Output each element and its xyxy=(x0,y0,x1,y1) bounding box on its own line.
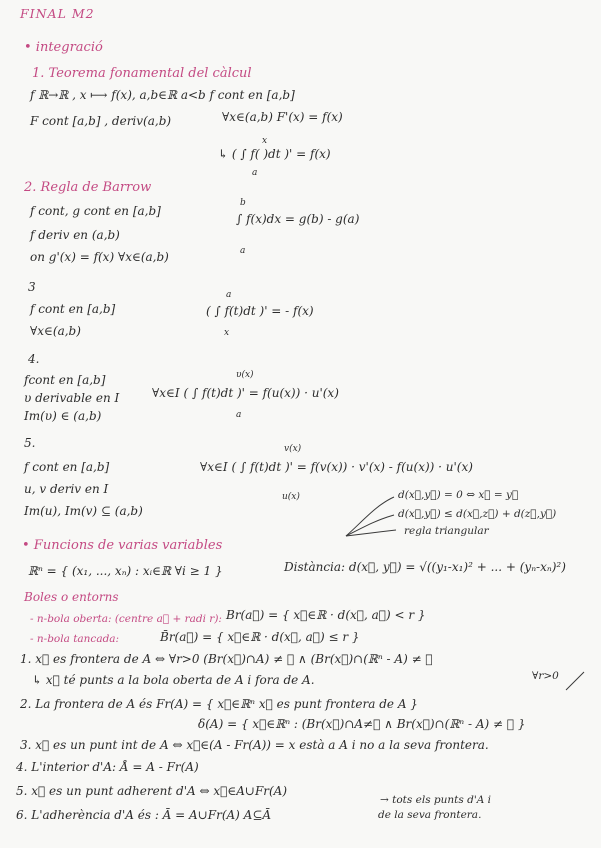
def-2: 2. La frontera de A és Fr(A) = { x⃗∈ℝⁿ x⃗ es punt frontera de A } xyxy=(20,697,418,711)
def-1-note: ↳ x⃗ té punts a la bola oberta de A i fora de A. xyxy=(32,673,315,687)
s3-line2: ∀x∈(a,b) xyxy=(30,324,81,338)
def-6: 6. L'adherència d'A és : Ā = A∪Fr(A) A⊆Ā xyxy=(16,808,272,822)
def-3: 3. x⃗ es un punt int de A ⇔ x⃗∈(A - Fr(A)) = x està a A i no a la seva frontera. xyxy=(20,738,489,752)
distance-property-3: regla triangular xyxy=(404,525,489,537)
s4-number: 4. xyxy=(28,352,40,366)
bola-tancada-label: - n-bola tancada: xyxy=(30,633,120,645)
page-title: FINAL M2 xyxy=(20,6,95,21)
boles-header: Boles o entorns xyxy=(24,590,119,604)
distance-property-1: d(x⃗,y⃗) = 0 ⇔ x⃗ = y⃗ xyxy=(398,489,519,501)
s2-limit-top: b xyxy=(240,198,246,208)
s2-line3: on g'(x) = f(x) ∀x∈(a,b) xyxy=(30,250,169,264)
s2-line2: f deriv en (a,b) xyxy=(30,228,120,242)
s5-limit-bottom: u(x) xyxy=(282,492,300,502)
def-1: 1. x⃗ es frontera de A ⇔ ∀r>0 (Br(x⃗)∩A) ≠ ∅ ∧ (Br(x⃗)∩(ℝⁿ - A) ≠ ∅ xyxy=(20,652,433,666)
s3-limit-bottom: x xyxy=(224,328,230,338)
s2-heading: 2. Regla de Barrow xyxy=(24,180,152,195)
s5-formula: ∀x∈I ( ∫ f(t)dt )' = f(v(x)) · v'(x) - f(u(x)) · u'(x) xyxy=(200,460,473,474)
s3-limit-top: a xyxy=(226,290,232,300)
bola-oberta-formula: Br(a⃗) = { x⃗∈ℝ · d(x⃗, a⃗) < r } xyxy=(226,608,426,622)
s5-number: 5. xyxy=(24,436,36,450)
s4-line3: Im(υ) ∈ (a,b) xyxy=(24,409,102,423)
rn-definition: ℝⁿ = { (x₁, ..., xₙ) : xᵢ∈ℝ ∀i ≥ 1 } xyxy=(28,564,223,578)
s3-number: 3 xyxy=(28,280,36,294)
def-4: 4. L'interior d'A: Å = A - Fr(A) xyxy=(16,760,199,774)
s1-line3: ∀x∈(a,b) F'(x) = f(x) xyxy=(222,110,343,124)
s3-formula: ( ∫ f(t)dt )' = - f(x) xyxy=(206,304,314,318)
def-2-note: ∀r>0 xyxy=(532,670,559,682)
s2-limit-bottom: a xyxy=(240,246,246,256)
bola-tancada-formula: B̄r(a⃗) = { x⃗∈ℝ · d(x⃗, a⃗) ≤ r } xyxy=(160,630,360,644)
def-6-note-1: → tots els punts d'A i xyxy=(380,794,491,806)
s1-limit-bottom: a xyxy=(252,168,258,178)
s4-line1: fcont en [a,b] xyxy=(24,373,106,387)
distance-definition: Distància: d(x⃗, y⃗) = √((y₁-x₁)² + ... + (yₙ-xₙ)²) xyxy=(284,560,566,574)
s2-formula: ∫ f(x)dx = g(b) - g(a) xyxy=(236,212,360,226)
s5-line2: u, v deriv en I xyxy=(24,482,109,496)
def-2-formula: δ(A) = { x⃗∈ℝⁿ : (Br(x⃗)∩A≠∅ ∧ Br(x⃗)∩(ℝⁿ - A) ≠ ∅ } xyxy=(198,717,526,731)
s4-limit-bottom: a xyxy=(236,410,242,420)
section-integracio-header: • integració xyxy=(24,40,103,55)
s3-line1: f cont en [a,b] xyxy=(30,302,116,316)
bola-oberta-label: - n-bola oberta: (centre a⃗ + radi r): xyxy=(30,613,222,625)
s1-heading: 1. Teorema fonamental del càlcul xyxy=(32,66,252,81)
def-5: 5. x⃗ es un punt adherent d'A ⇔ x⃗∈A∪Fr(A) xyxy=(16,784,288,798)
s2-line1: f cont, g cont en [a,b] xyxy=(30,204,161,218)
s4-line2: υ derivable en I xyxy=(24,391,120,405)
s5-limit-top: v(x) xyxy=(284,444,302,454)
distance-property-2: d(x⃗,y⃗) ≤ d(x⃗,z⃗) + d(z⃗,y⃗) xyxy=(398,508,557,520)
s4-formula: ∀x∈I ( ∫ f(t)dt )' = f(u(x)) · u'(x) xyxy=(152,386,339,400)
section-varies-header: • Funcions de varias variables xyxy=(22,538,223,553)
s5-line3: Im(u), Im(v) ⊆ (a,b) xyxy=(24,504,143,518)
s4-limit-top: υ(x) xyxy=(236,370,254,380)
s5-line1: f cont en [a,b] xyxy=(24,460,110,474)
s1-line4: ↳ ( ∫ f( )dt )' = f(x) xyxy=(218,147,331,161)
s1-limit-top: x xyxy=(262,136,268,146)
def-6-note-2: de la seva frontera. xyxy=(378,809,482,821)
s1-line2: F cont [a,b] , deriv(a,b) xyxy=(30,114,172,128)
s1-line1: f ℝ→ℝ , x ⟼ f(x), a,b∈ℝ a<b f cont en [a,b] xyxy=(30,88,295,102)
